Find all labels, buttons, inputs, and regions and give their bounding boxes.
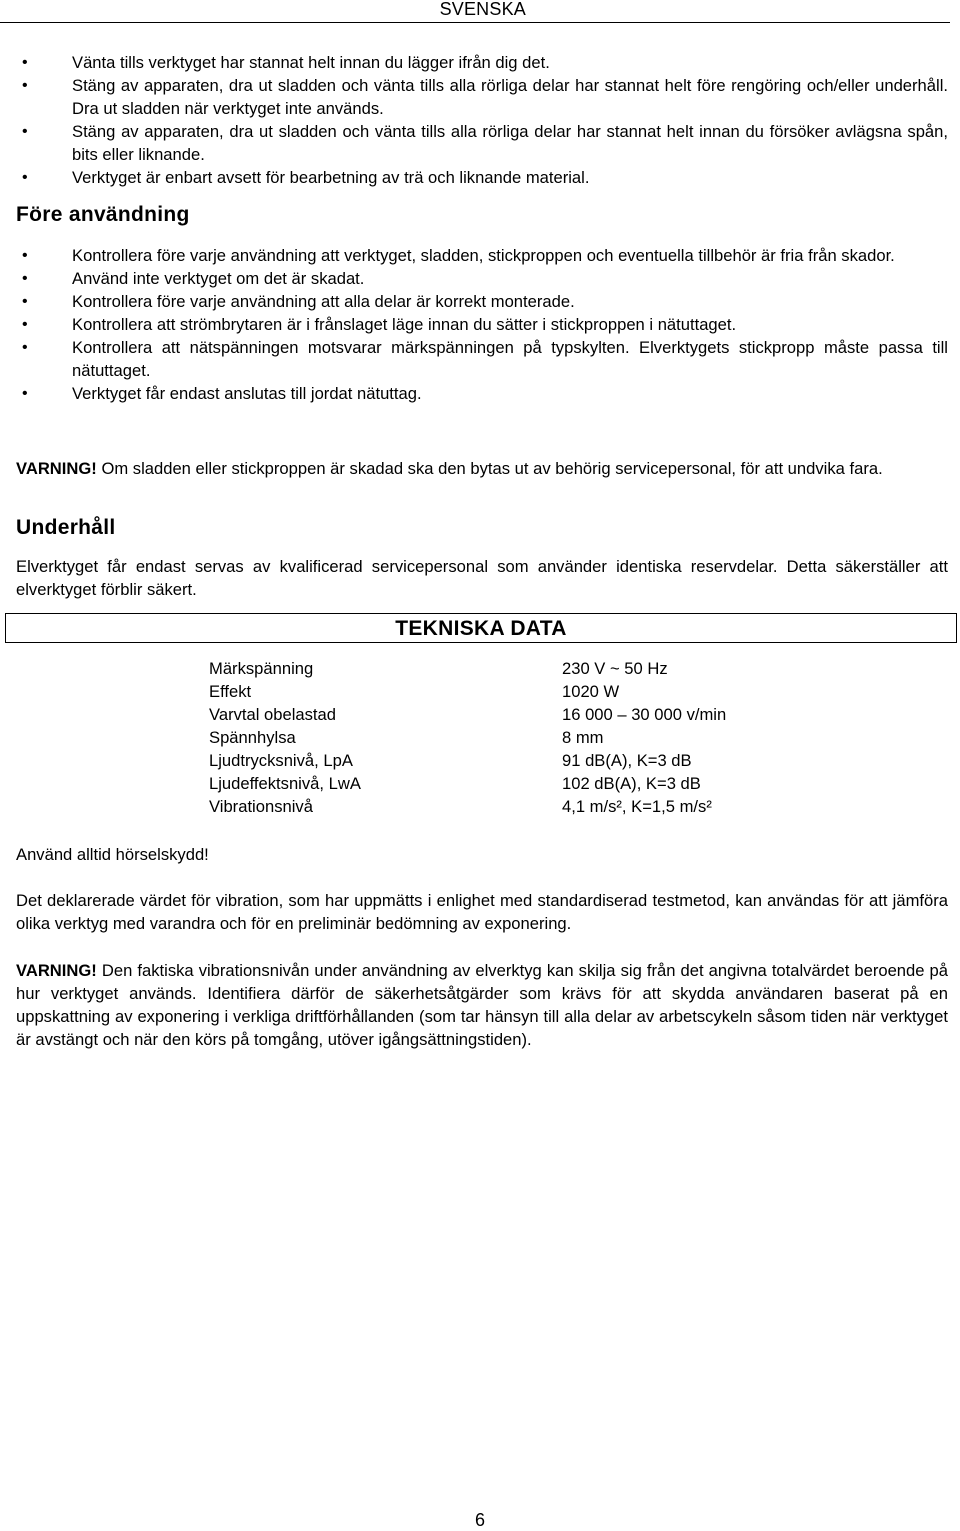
table-row bbox=[209, 749, 726, 772]
spec-value: 102 dB(A), K=3 dB bbox=[562, 774, 701, 793]
list-item: • Verktyget får endast anslutas till jordat nätuttag. bbox=[16, 382, 948, 405]
spec-label: Effekt bbox=[209, 682, 252, 701]
safety-list bbox=[16, 51, 948, 189]
spec-label: Ljudtrycksnivå, LpA bbox=[209, 751, 353, 770]
language-label: SVENSKA bbox=[439, 0, 526, 19]
vibration-warning bbox=[16, 959, 948, 1051]
cord-warning bbox=[16, 457, 948, 480]
list-item: • Kontrollera att strömbrytaren är i frånslaget läge innan du sätter i stickproppen i nätuttaget. bbox=[16, 313, 948, 336]
warning-label: VARNING! bbox=[16, 459, 97, 478]
table-row bbox=[209, 657, 726, 680]
warning-text: Om sladden eller stickproppen är skadad ska den bytas ut av behörig servicepersonal, för att undvika fara. bbox=[96, 459, 883, 478]
table-row bbox=[209, 795, 726, 818]
tech-data-table bbox=[209, 657, 726, 818]
table-row bbox=[209, 680, 726, 703]
maintenance-text: Elverktyget får endast servas av kvalificerad servicepersonal som använder identiska reservdelar. Detta säkerställer att elverktyget förblir säkert. bbox=[16, 557, 948, 599]
list-item: • Stäng av apparaten, dra ut sladden och vänta tills alla rörliga delar har stannat helt innan du försöker avlägsna spån, bits eller liknande. bbox=[16, 120, 948, 166]
hearing-protection-note: Använd alltid hörselskydd! bbox=[16, 845, 209, 864]
spec-label: Vibrationsnivå bbox=[209, 797, 313, 816]
spec-label: Märkspänning bbox=[209, 659, 314, 678]
table-row bbox=[209, 772, 726, 795]
before-use-list bbox=[16, 244, 948, 405]
vibration-note: Det deklarerade värdet för vibration, som har uppmätts i enlighet med standardiserad testmetod, kan användas för att jämföra olika verktyg med varandra och för en preliminär bedömning av exponering. bbox=[16, 891, 948, 933]
tech-data-title: TEKNISKA DATA bbox=[395, 617, 567, 640]
list-item: • Stäng av apparaten, dra ut sladden och vänta tills alla rörliga delar har stannat helt före rengöring och/eller underhåll. Dra ut sladden när verktyget inte används. bbox=[16, 74, 948, 120]
spec-value: 4,1 m/s², K=1,5 m/s² bbox=[562, 797, 712, 816]
list-item: • Verktyget är enbart avsett för bearbetning av trä och liknande material. bbox=[16, 166, 948, 189]
spec-value: 1020 W bbox=[562, 682, 620, 701]
spec-value: 230 V ~ 50 Hz bbox=[562, 659, 668, 678]
page-header bbox=[0, 0, 950, 23]
spec-label: Varvtal obelastad bbox=[209, 705, 336, 724]
list-item: • Använd inte verktyget om det är skadat. bbox=[16, 267, 948, 290]
warning-label: VARNING! bbox=[16, 961, 97, 980]
warning-text: Den faktiska vibrationsnivån under användning av elverktyg kan skilja sig från det angivna totalvärdet beroende på hur verktyget används. Identifiera därför de säkerhetsåtgärder som krävs för att skydda användaren baserat på en uppskattning av exponering i verkliga driftförhållanden (som tar hänsyn till alla delar av arbetscykeln såsom tiden när verktyget är avstängt och när den körs på tomgång, utöver igångsättningstiden). bbox=[16, 961, 948, 1049]
page-number: 6 bbox=[474, 1510, 485, 1530]
spec-value: 16 000 – 30 000 v/min bbox=[562, 705, 727, 724]
list-item: • Kontrollera före varje användning att verktyget, sladden, stickproppen och eventuella tillbehör är fria från skador. bbox=[16, 244, 948, 267]
maintenance-heading: Underhåll bbox=[16, 516, 116, 539]
list-item: • Kontrollera före varje användning att alla delar är korrekt monterade. bbox=[16, 290, 948, 313]
before-use-heading: Före användning bbox=[16, 203, 190, 226]
spec-label: Spännhylsa bbox=[209, 728, 296, 747]
table-row bbox=[209, 703, 726, 726]
list-item: • Kontrollera att nätspänningen motsvarar märkspänningen på typskylten. Elverktygets stickpropp måste passa till nätuttaget. bbox=[16, 336, 948, 382]
spec-value: 91 dB(A), K=3 dB bbox=[562, 751, 692, 770]
table-row bbox=[209, 726, 726, 749]
tech-data-header-box bbox=[5, 613, 957, 643]
spec-label: Ljudeffektsnivå, LwA bbox=[209, 774, 361, 793]
list-item: • Vänta tills verktyget har stannat helt innan du lägger ifrån dig det. bbox=[16, 51, 948, 74]
spec-value: 8 mm bbox=[562, 728, 604, 747]
